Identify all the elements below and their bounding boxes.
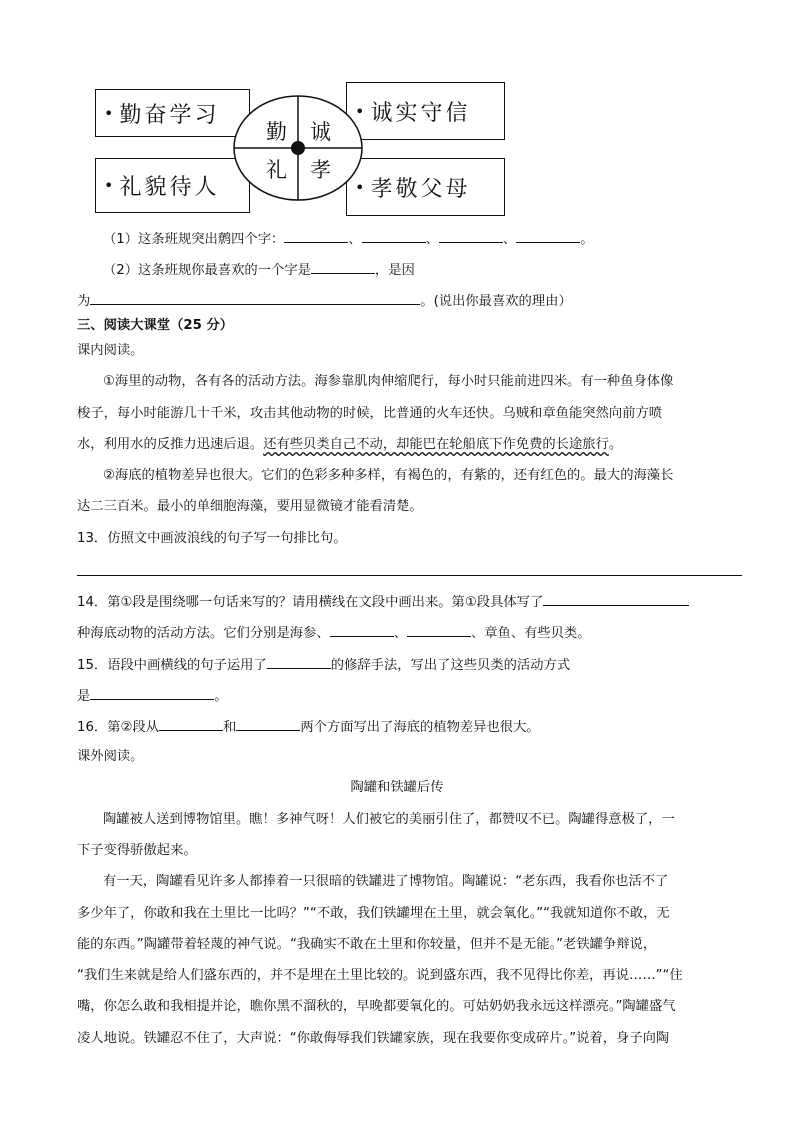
story-line: 陶罐被人送到博物馆里。瞧！多神气呀！人们被它的美丽引住了，都赞叹不已。陶罐得意极了，一 — [103, 812, 675, 827]
bullet-icon: • — [104, 176, 114, 195]
rule-text: 孝敬父母 — [370, 176, 471, 202]
center-char-honest: 诚 — [310, 120, 331, 144]
inclass-label: 课内阅读。 — [77, 343, 144, 358]
question-13: 13．仿照文中画波浪线的句子写一句排比句。 — [77, 531, 347, 546]
answer-blank[interactable] — [407, 622, 471, 637]
answer-blank[interactable] — [90, 290, 420, 305]
passage-p2-line2: 达二三百米。最小的单细胞海藻，要用显微镜才能看清楚。 — [77, 499, 423, 514]
answer-blank[interactable] — [543, 591, 689, 606]
bullet-icon: • — [355, 101, 365, 121]
class-rules-diagram — [90, 78, 510, 218]
center-char-filial: 孝 — [310, 158, 331, 182]
rule-text: 勤奋学习 — [119, 102, 220, 128]
story-title: 陶罐和铁罐后传 — [350, 780, 444, 795]
question-14-line2: 种海底动物的活动方法。它们分别是海参、 、 、章鱼、有些贝类。 — [77, 622, 794, 644]
answer-blank[interactable] — [159, 716, 223, 731]
passage-p1-line2: 梭子，每小时能游几十千米，攻击其他动物的时候，比普通的火车还快。乌贼和章鱼能突然向前方喷 — [77, 406, 663, 421]
answer-blank[interactable] — [362, 228, 426, 243]
story-line: 下子变得骄傲起来。 — [77, 843, 197, 858]
answer-blank[interactable] — [516, 228, 580, 243]
passage-p2-line1: ②海底的植物差异也很大。它们的色彩多种多样，有褐色的，有紫的，还有红色的。最大的海藻长 — [103, 468, 674, 483]
wavy-underlined-sentence: 还有些贝类自己不动，却能巴在轮船底下作免费的长途旅行 — [263, 437, 609, 452]
story-line: 嘴，你怎么敢和我相提并论，瞧你黑不溜秋的，早晚都要氧化的。可姑奶奶我永远这样漂亮。”陶罐盛气 — [77, 999, 676, 1014]
outclass-label: 课外阅读。 — [77, 749, 144, 764]
answer-blank[interactable] — [236, 716, 300, 731]
bullet-icon: • — [355, 177, 365, 197]
answer-blank[interactable] — [90, 685, 214, 700]
story-line: 能的东西。”陶罐带着轻蔑的神气说。“我确实不敢在土里和你较量，但并不是无能。”老铁罐争辩说， — [77, 937, 657, 952]
section-title: 三、阅读大课堂（25 分） — [77, 318, 234, 333]
bullet-icon: • — [104, 103, 114, 123]
rule-text: 礼貌待人 — [119, 175, 220, 200]
story-line: “我们生来就是给人们盛东西的，并不是埋在土里比较的。说到盛东西，我不见得比你差，再说……”“住 — [77, 968, 683, 983]
question-14-line1: 14．第①段是围绕哪一句话来写的？请用横线在文段中画出来。第①段具体写了 — [77, 591, 757, 613]
answer-line[interactable] — [77, 575, 742, 576]
center-ellipse — [90, 78, 510, 218]
answer-blank[interactable] — [267, 654, 331, 669]
question-2-line1: （2）这条班规你最喜欢的一个字是 ，是因 — [103, 259, 763, 281]
answer-blank[interactable] — [439, 228, 503, 243]
question-2-line2: 为 。(说出你最喜欢的理由） — [77, 290, 767, 312]
story-line: 有一天，陶罐看见许多人都捧着一只很暗的铁罐进了博物馆。陶罐说：“老东西，我看你也活不了 — [103, 874, 669, 889]
center-char-polite: 礼 — [266, 158, 287, 182]
answer-blank[interactable] — [284, 228, 348, 243]
answer-blank[interactable] — [330, 622, 394, 637]
answer-blank[interactable] — [311, 259, 375, 274]
passage-p1-line1: ①海里的动物，各有各的活动方法。海参靠肌肉伸缩爬行，每小时只能前进四米。有一种鱼身体像 — [103, 374, 674, 389]
question-15-line1: 15．语段中画横线的句子运用了 的修辞手法，写出了这些贝类的活动方式 — [77, 654, 794, 676]
story-line: 凌人地说。铁罐忍不住了，大声说：“你敢侮辱我们铁罐家族，现在我要你变成碎片。”说着，身子向陶 — [77, 1031, 670, 1046]
question-15-line2: 是 。 — [77, 685, 794, 707]
rule-text: 诚实守信 — [370, 100, 471, 126]
question-1: （1）这条班规突出鹩四个字： 、 、 、 。 — [103, 228, 763, 250]
passage-p1-line3: 水，利用水的反推力迅速后退。还有些贝类自己不动，却能巴在轮船底下作免费的长途旅行。 — [77, 437, 623, 452]
center-char-diligent: 勤 — [266, 120, 287, 144]
question-16: 16．第②段从 和 两个方面写出了海底的植物差异也很大。 — [77, 716, 794, 738]
story-line: 多少年了，你敢和我在土里比一比吗？”“不敢，我们铁罐埋在土里，就会氧化。”“我就知道你不敢，无 — [77, 906, 670, 921]
